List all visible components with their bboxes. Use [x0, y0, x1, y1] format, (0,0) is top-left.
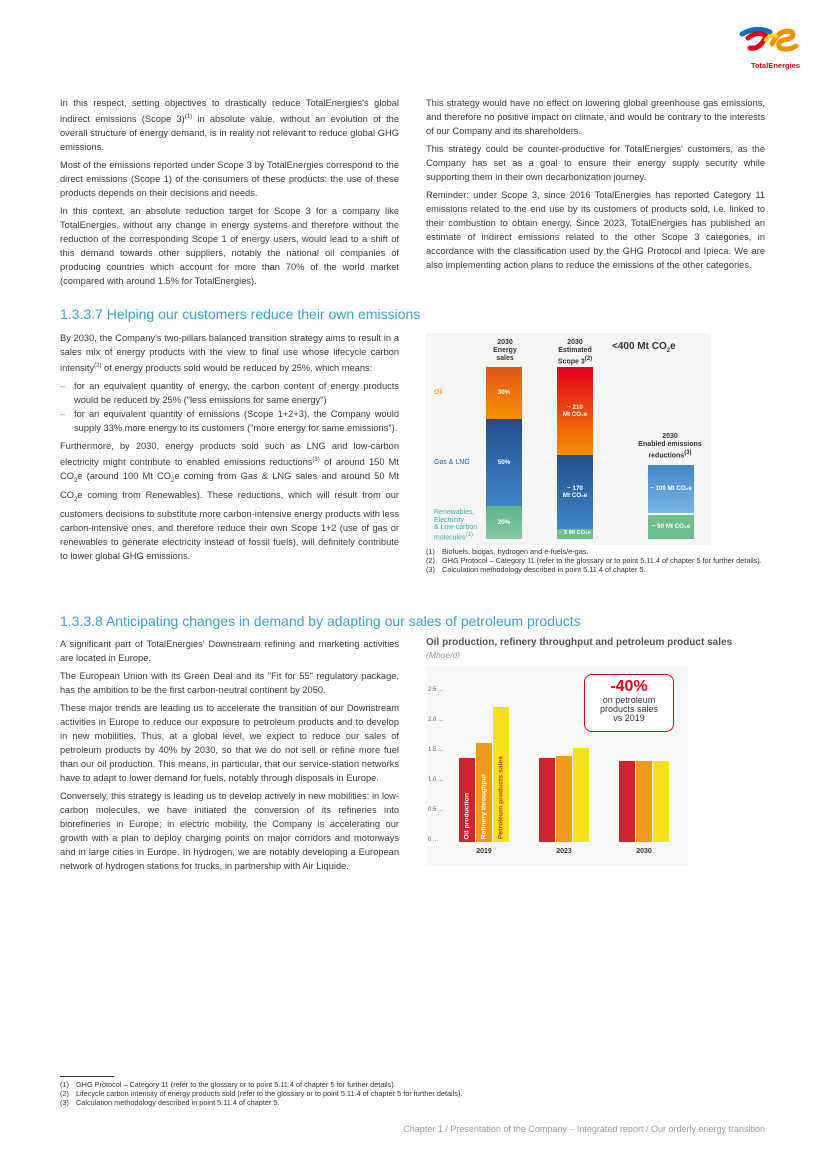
body-paragraph [60, 331, 399, 375]
section-1337-text [60, 331, 399, 567]
footnote-ref: (1) [184, 114, 193, 120]
bar-petroleum-products-sales-2030 [653, 761, 669, 842]
footnote [60, 1089, 760, 1098]
footnote-ref: (3) [684, 450, 692, 456]
footnote [60, 1098, 760, 1107]
scope3-gas-segment: ~ 170 Mt CO₂e [557, 455, 593, 529]
body-paragraph: Conversely, this strategy is leading us to develop actively in new mobilities: in low-carbon molecules, we have initiated the conversion of its refineries into biorefineries in Europe; in electric mobility, the Company is accelerating our growth with a plan to deploy charging points on major corridors and motorways and in large cities in Europe. In hydrogen, we are notably developing a European network of hydrogen stations for trucks, in partnership with Air Liquide. [60, 791, 399, 871]
footnote-text: Lifecycle carbon intensity of energy products sold (refer to the glossary or to point 5.11.4 of chapter 5 for further details). [76, 1089, 463, 1098]
footnote-text: GHG Protocol – Category 11 (refer to the glossary or to point 5.11.4 of chapter 5 for further details). [76, 1080, 396, 1089]
energy-renewables-segment: 20% [486, 506, 522, 539]
footnote-number: (3) [60, 1098, 69, 1107]
note-number: (2) [426, 556, 435, 565]
intro-text: In this respect, setting objectives to drastically reduce TotalEnergies's global indirect emissions (Scope 3) [60, 98, 399, 125]
left-intro-column [60, 96, 399, 292]
bar-oil-production-2030 [619, 761, 635, 842]
body-text: of around 150 Mt CO [60, 457, 400, 482]
intro-paragraph: This strategy would have no effect on lowering global greenhouse gas emissions, and therefore no positive impact on climate, and would be contrary to the interests of our Company and its shareholders. [426, 98, 765, 136]
footnote [60, 1080, 760, 1089]
note-number: (3) [426, 565, 435, 574]
footnote-number: (1) [60, 1080, 69, 1089]
footnote-ref: (2) [94, 363, 102, 369]
note-number: (1) [426, 547, 435, 556]
chart-note [426, 556, 768, 565]
petroleum-chart [426, 666, 688, 866]
footnote-text: Calculation methodology described in point 5.11.4 of chapter 5. [76, 1098, 280, 1107]
totalenergies-logo [736, 24, 800, 68]
series-label: Oil production [463, 792, 471, 839]
body-paragraph: These major trends are leading us to accelerate the transition of our Downstream activities in Europe to reduce our exposure to petroleum products and to develop in new mobilities. Thus, at a global level, we expect to reduce our sales of petroleum products by 40% by 2030, so that we do not sell or refine more fuel than our oil production. This means, in particular, that our service-station networks have to adapt to lower demand for fuels, notably through disposals in Europe. [60, 703, 399, 783]
total-emissions-suffix: e [670, 341, 676, 352]
body-text: By 2030, the Company's two-pillars balanced transition strategy aims to result in a sales mix of energy products with the view to final use whose lifecycle carbon intensity [60, 333, 399, 374]
category-renewables-text: Renewables, Electricity & Low-carbon molecules [434, 509, 478, 541]
intro-paragraph [60, 96, 399, 154]
intro-paragraph: This strategy could be counter-productive for TotalEnergies' customers, as the Company has set as a goal to ensure their energy supply security while supporting them in their own decarbonization journey. [426, 144, 765, 182]
body-text: e (around 100 Mt CO [77, 471, 171, 482]
section-heading-1338: 1.3.3.8 Anticipating changes in demand by adapting our sales of petroleum products [60, 613, 581, 629]
reductions-gas-segment: ~ 100 Mt CO₂e [648, 465, 694, 513]
chart-notes [426, 547, 768, 574]
body-text: of energy products sold would be reduced by 25%, which means: [101, 363, 373, 374]
y-tick-label: 1.0 ... [428, 777, 444, 783]
body-text: e coming from Renewables). These reductions, which will result from our customers decisions to substitute more carbon-intensive energy products with less carbon-intensive ones, and therefore reduce their own Scope 1+2 (use of gas or renewables to generate electricity instead of fossil fuels), will definitely contribute to lower global GHG emissions. [60, 490, 399, 561]
col-energy-sales-title: 2030 Energy sales [493, 339, 517, 362]
x-tick-label: 2023 [556, 848, 572, 855]
total-emissions-text: <400 Mt CO [612, 341, 667, 352]
bar-refinery-throughput-2030 [636, 761, 652, 842]
section-1338-text [60, 637, 399, 877]
energy-oil-segment: 30% [486, 367, 522, 419]
page-footnotes [60, 1080, 760, 1107]
intro-text: in absolute value, without an evolution of the overall structure of energy demand, is in reality not relevant to reduce global GHG emissions. [60, 114, 399, 153]
footnote-ref: (1) [465, 531, 473, 538]
bar-refinery-throughput-2019 [476, 743, 492, 842]
subscript: 2 [666, 348, 671, 354]
series-label: Refinery throughput [480, 773, 488, 839]
y-tick-label: 2.0 ... [428, 717, 444, 723]
bar-refinery-throughput-2023 [556, 756, 572, 842]
subscript: 2 [73, 478, 78, 485]
reductions-renewables-segment: ~ 50 Mt CO₂e [648, 515, 694, 539]
note-text: Biofuels, biogas, hydrogen and e-fuels/e-gas. [442, 547, 589, 556]
energy-gas-segment: 50% [486, 419, 522, 506]
reduction-caption: on petroleum products sales vs 2019 [599, 695, 659, 723]
note-text: GHG Protocol – Category 11 (refer to the glossary or to point 5.11.4 of chapter 5 for further details). [442, 556, 762, 565]
y-tick-label: 0 ... [428, 837, 439, 843]
subscript: 2 [73, 496, 78, 503]
intro-paragraph: Most of the emissions reported under Scope 3 by TotalEnergies correspond to the direct emissions (Scope 1) of the consumers of these products: the use of these products depends on their decisions and needs. [60, 160, 399, 199]
note-text: Calculation methodology described in point 5.11.4 of chapter 5. [442, 565, 646, 574]
right-intro-column [426, 96, 765, 276]
body-paragraph [60, 439, 399, 563]
petroleum-chart-title [426, 636, 766, 662]
footnote-rule [60, 1076, 114, 1077]
logo-wordmark: TotalEnergies [750, 61, 800, 70]
intro-paragraph: Reminder: under Scope 3, since 2016 TotalEnergies has reported Category 11 emissions related to the end use by its customers of products sold, i.e. linked to their combustion to obtain energy. Since 2023, TotalEnergies has published an estimate of indirect emissions related to the other Scope 3 categories, in accordance with the classification used by the GHG Protocol and Ipieca. We are also implementing action plans to reduce the emissions of the other categories. [426, 190, 765, 270]
body-text: Furthermore, by 2030, energy products sold such as LNG and low-carbon electricity might contribute to enabled emissions reductions [60, 441, 399, 468]
total-emissions-label [612, 341, 676, 354]
scope3-oil-segment: ~ 210 Mt CO₂e [557, 367, 593, 455]
col-scope3-title [550, 339, 600, 366]
col-scope3-text: 2030 Estimated Scope 3 [557, 339, 592, 366]
y-tick-label: 0.5 ... [428, 807, 444, 813]
footnote-ref: (3) [312, 457, 320, 464]
category-renewables-label [434, 509, 477, 541]
footnote-ref: (2) [584, 356, 593, 362]
chart-note [426, 547, 768, 556]
col-reductions-title [632, 433, 708, 460]
chart-title-text: Oil production, refinery throughput and petroleum product sales [426, 637, 733, 648]
body-paragraph: The European Union with its Green Deal and its "Fit for 55" regulatory package, has the ambition to be the first carbon-neutral continent by 2050. [60, 671, 399, 695]
bar-petroleum-products-sales-2019 [493, 707, 509, 842]
page-footer: Chapter 1 / Presentation of the Company – Integrated report / Our orderly energy transition [403, 1124, 765, 1134]
reduction-callout [584, 674, 674, 732]
bar-oil-production-2023 [539, 758, 555, 842]
chart-note [426, 565, 768, 574]
footnote-number: (2) [60, 1089, 69, 1098]
reduction-percent: -40% [610, 678, 648, 695]
chart-unit: (Mboe/d) [426, 650, 461, 660]
energy-mix-chart [426, 333, 711, 545]
x-tick-label: 2030 [636, 848, 652, 855]
bar-petroleum-products-sales-2023 [573, 748, 589, 842]
body-text: e coming from Gas & LNG sales and around 50 Mt CO [60, 471, 399, 501]
y-tick-label: 2.5 ... [428, 687, 444, 693]
logo-mark-icon [736, 24, 800, 54]
intro-paragraph: In this context, an absolute reduction target for Scope 3 for a company like TotalEnergies, without any change in energy systems and therefore without the reduction of the corresponding Scope 1 of energy users, would lead to a shift of this demand towards other suppliers, notably the national oil companies of producing countries which account for more than 70% of the world market (compared with around 1.5% for TotalEnergies). [60, 206, 399, 287]
col-reductions-text: 2030 Enabled emissions reductions [638, 433, 702, 460]
bullet-list [60, 379, 399, 435]
section-heading-1337: 1.3.3.7 Helping our customers reduce their own emissions [60, 306, 421, 322]
category-gas-label: Gas & LNG [434, 459, 470, 466]
y-tick-label: 1.5 ... [428, 747, 444, 753]
subscript: 2 [171, 478, 175, 485]
body-paragraph: A significant part of TotalEnergies' Downstream refining and marketing activities are located in Europe. [60, 639, 399, 663]
category-oil-label: Oil [434, 389, 443, 396]
bar-oil-production-2019 [459, 758, 475, 842]
bullet-item: – for an equivalent quantity of energy, the carbon content of energy products would be reduced by 25% ("less emissions for same energy") [60, 379, 399, 407]
bullet-item: – for an equivalent quantity of emissions (Scope 1+2+3), the Company would supply 33% more energy to its customers ("more energy for same emissions"). [60, 407, 399, 435]
series-label: Petroleum products sales [497, 755, 505, 839]
x-tick-label: 2019 [476, 848, 492, 855]
scope3-renewables-segment: ~ 5 Mt CO₂e [557, 529, 593, 539]
